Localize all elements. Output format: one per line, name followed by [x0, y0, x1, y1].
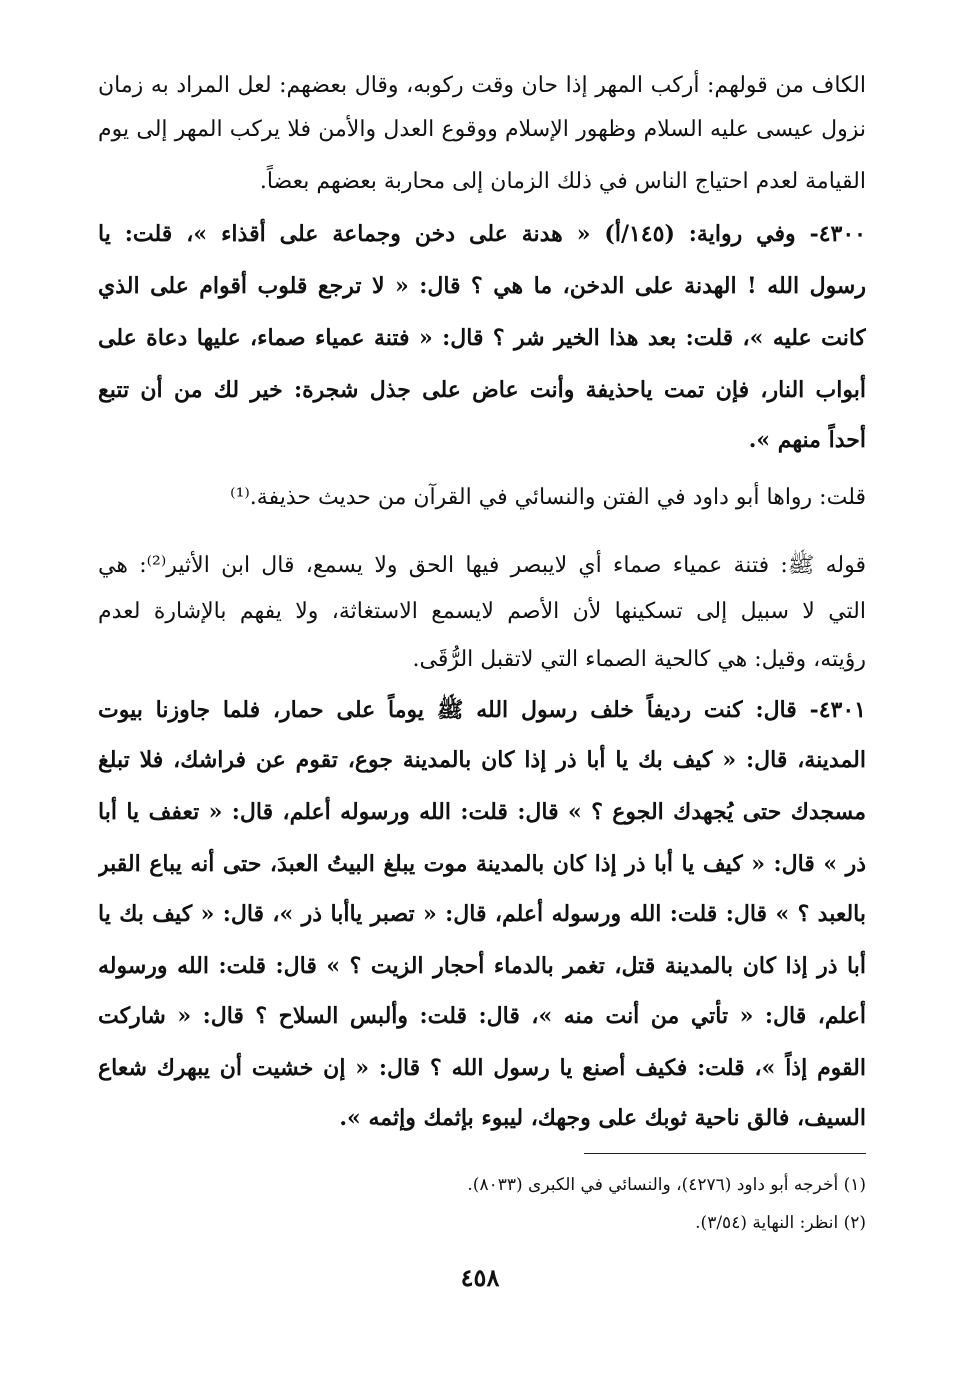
- footnote-2: (٢) انظر: النهاية (٣/٥٤).: [695, 1213, 866, 1233]
- hadith-4301-line: ٤٣٠١- قال: كنت رديفاً خلف رسول الله ﷺ يوماً على حمار، فلما جاوزنا بيوت: [98, 697, 866, 723]
- hadith-4301-line: أعلم، قال: « تأتي من أنت منه »، قال: قلت: وألبس السلاح ؟ قال: « شاركت: [98, 1003, 866, 1029]
- footnote-1: (١) أخرجه أبو داود (٤٢٧٦)، والنسائي في الكبرى (٨٠٣٣).: [467, 1175, 866, 1195]
- hadith-4301-line: ذر » قال: « كيف يا أبا ذر إذا كان بالمدينة موت يبلغ البيتُ العبدَ، حتى أنه يباع القبر: [98, 851, 866, 877]
- body-line: القيامة لعدم احتياج الناس في ذلك الزمان إلى محاربة بعضهم بعضاً.: [259, 169, 866, 194]
- hadith-4301-line: أبا ذر إذا كان بالمدينة قتل، تغمر بالدماء أحجار الزيت ؟ » قال: قلت: الله ورسوله: [98, 953, 866, 979]
- hadith-4301-line: القوم إذاً »، قلت: فكيف أصنع يا رسول الله ؟ قال: « إن خشيت أن يبهرك شعاع: [98, 1055, 866, 1081]
- body-line: الكاف من قولهم: أركب المهر إذا حان وقت ركوبه، وقال بعضهم: لعل المراد به زمان: [98, 73, 866, 98]
- commentary-line: قوله ﷺ: فتنة عمياء صماء أي لايبصر فيها الحق ولا يسمع، قال ابن الأثير⁽²⁾: هي: [98, 553, 866, 578]
- hadith-4301-line: مسجدك حتى يُجهدك الجوع ؟ » قال: قلت: الله ورسوله أعلم، قال: « تعفف يا أبا: [98, 799, 866, 825]
- hadith-4301-line: بالعبد ؟ » قال: قلت: الله ورسوله أعلم، قال: « تصبر ياأبا ذر »، قال: « كيف بك يا: [98, 901, 866, 927]
- commentary-line: قلت: رواها أبو داود في الفتن والنسائي في القرآن من حديث حذيفة.⁽¹⁾: [230, 485, 866, 510]
- hadith-4301-line: السيف، فالق ناحية ثوبك على وجهك، ليبوء بإثمك وإثمه ».: [339, 1105, 866, 1131]
- page-number: ٤٥٨: [460, 1263, 500, 1292]
- hadith-4300-line: أبواب النار، فإن تمت ياحذيفة وأنت عاض على جذل شجرة: خير لك من أن تتبع: [98, 377, 866, 403]
- hadith-4301-line: المدينة، قال: « كيف بك يا أبا ذر إذا كان بالمدينة جوع، تقوم عن فراشك، فلا تبلغ: [98, 747, 866, 773]
- hadith-4300-line: ٤٣٠٠- وفي رواية: (١٤٥/أ) « هدنة على دخن وجماعة على أقذاء »، قلت: يا: [98, 221, 866, 247]
- commentary-line: رؤيته، وقيل: هي كالحية الصماء التي لاتقبل الرُّقَى.: [412, 647, 866, 672]
- footnote-separator: [584, 1153, 866, 1154]
- hadith-4300-line: رسول الله ! الهدنة على الدخن، ما هي ؟ قال: « لا ترجع قلوب أقوام على الذي: [98, 273, 866, 299]
- body-line: نزول عيسى عليه السلام وظهور الإسلام ووقوع العدل والأمن فلا يركب المهر إلى يوم: [98, 117, 866, 142]
- hadith-4300-line: أحداً منهم ».: [748, 427, 866, 453]
- hadith-4300-line: كانت عليه »، قلت: بعد هذا الخير شر ؟ قال: « فتنة عمياء صماء، عليها دعاة على: [98, 325, 866, 351]
- commentary-line: التي لا سبيل إلى تسكينها لأن الأصم لايسمع الاستغاثة، ولا يفهم بالإشارة لعدم: [98, 599, 866, 624]
